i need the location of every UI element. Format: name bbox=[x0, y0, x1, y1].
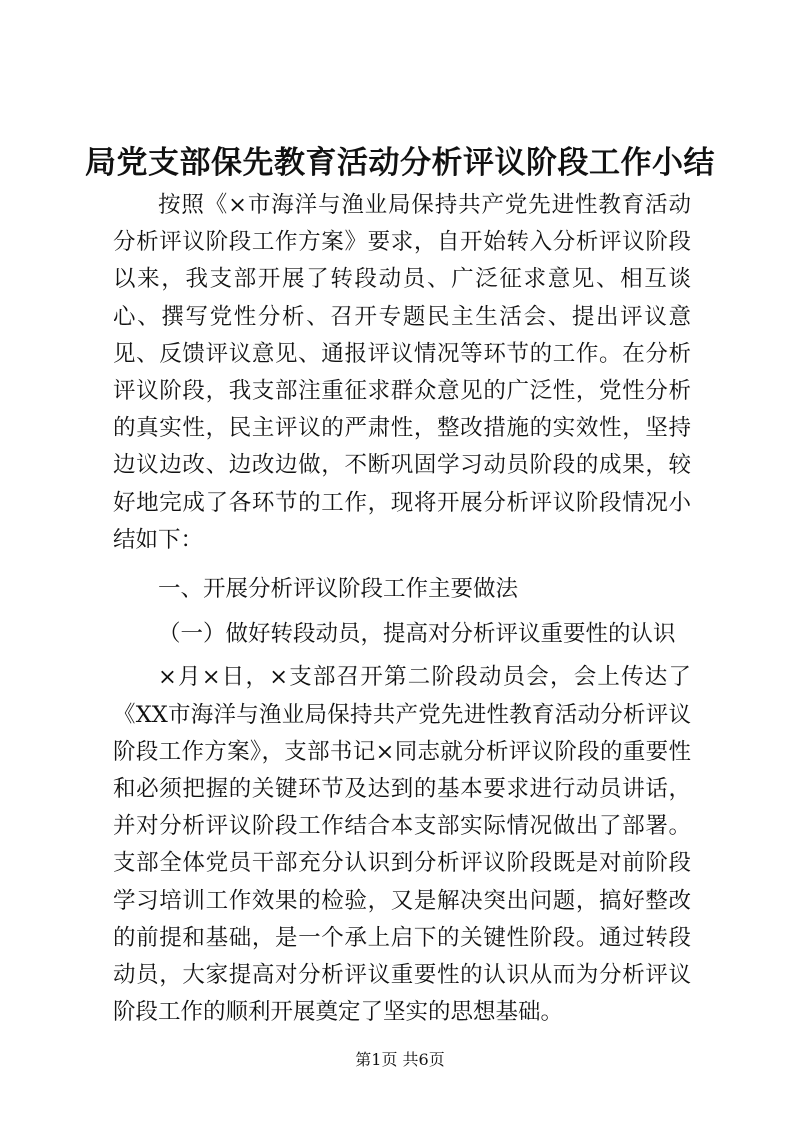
intro-paragraph: 按照《×市海洋与渔业局保持共产党先进性教育活动分析评议阶段工作方案》要求，自开始转入分析评议阶段以来，我支部开展了转段动员、广泛征求意见、相互谈心、撰写党性分析、召开专题民主生活会、提出评议意见、反馈评议意见、通报评议情况等环节的工作。在分析评议阶段，我支部注重征求群众意见的广泛性，党性分析的真实性，民主评议的严肃性，整改措施的实效性，坚持边议边改、边改边做，不断巩固学习动员阶段的成果，较好地完成了各环节的工作，现将开展分析评议阶段情况小结如下： bbox=[113, 192, 691, 553]
section-heading: 一、开展分析评议阶段工作主要做法 bbox=[158, 576, 519, 603]
subsection-heading: （一）做好转段动员，提高对分析评议重要性的认识 bbox=[158, 621, 676, 648]
page-footer: 第1页 共6页 bbox=[355, 1050, 445, 1069]
body-paragraph: ×月×日，×支部召开第二阶段动员会，会上传达了《XX市海洋与渔业局保持共产党先进性教育活动分析评议阶段工作方案》，支部书记×同志就分析评议阶段的重要性和必须把握的关键环节及达到的基本要求进行动员讲话，并对分析评议阶段工作结合本支部实际情况做出了部署。支部全体党员干部充分认识到分析评议阶段既是对前阶段学习培训工作效果的检验，又是解决突出问题，搞好整改的前提和基础，是一个承上启下的关键性阶段。通过转段动员，大家提高对分析评议重要性的认识从而为分析评议阶段工作的顺利开展奠定了坚实的思想基础。 bbox=[113, 664, 691, 1026]
document-body bbox=[113, 187, 691, 1031]
document-title: 局党支部保先教育活动分析评议阶段工作小结 bbox=[85, 145, 715, 181]
